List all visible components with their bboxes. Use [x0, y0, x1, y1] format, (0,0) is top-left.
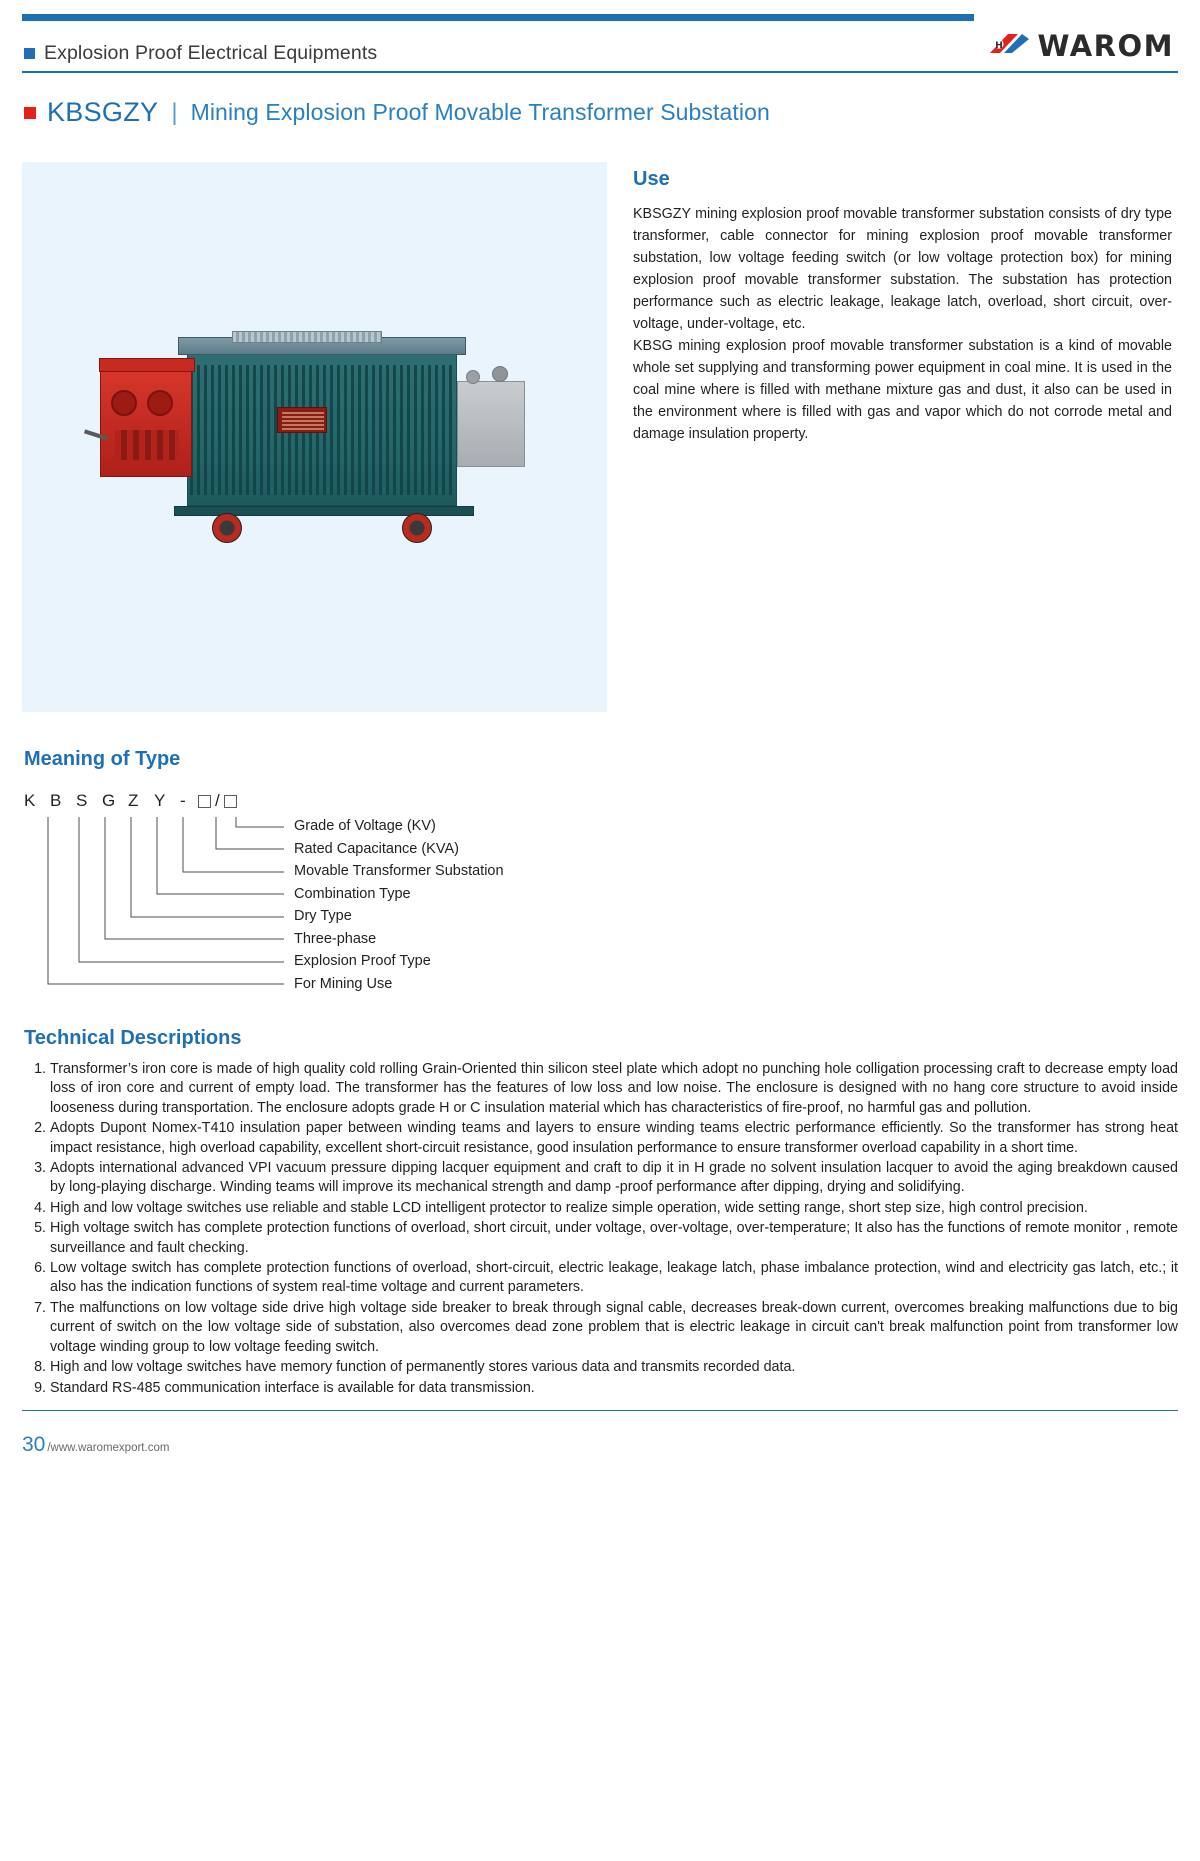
type-letter: Y: [154, 791, 166, 810]
tank-ribbed-cap: [232, 331, 382, 343]
wheel: [212, 513, 242, 543]
meaning-of-type-heading: Meaning of Type: [24, 748, 181, 770]
red-square-bullet-icon: [24, 107, 36, 119]
use-paragraph: KBSG mining explosion proof movable transformer substation is a kind of movable whole set supplying and transforming power equipment in coal mine. It is used in the coal mine where is filled with methane mixture gas and dust, it also can be used in the environment where is filled with gas and vapor which do not corrode metal and damage insulation property.: [633, 338, 1172, 442]
footer-website: /www.waromexport.com: [47, 1441, 170, 1454]
use-paragraph: KBSGZY mining explosion proof movable transformer substation consists of dry type transformer, cable connector for mining explosion proof movable transformer substation, low voltage feeding switch (or low voltage protection box) for mining explosion proof movable transformer substation. The substation has protection performance such as electric leakage, leakage latch, overload, short circuit, over-voltage, under-voltage, etc.: [633, 206, 1172, 332]
meaning-of-type-diagram: [22, 789, 1178, 1017]
product-name: Mining Explosion Proof Movable Transformer Substation: [190, 99, 770, 125]
page-footer: [22, 1429, 1178, 1457]
header-category: [22, 42, 377, 65]
voltage-placeholder-box: [224, 795, 237, 808]
header-divider: [22, 71, 1178, 73]
wheel: [402, 513, 432, 543]
capacitance-placeholder-box: [198, 795, 211, 808]
list-item: Adopts international advanced VPI vacuum pressure dipping lacquer equipment and craft to dip it in H grade no solvent insulation lacquer to avoid the aging breakdown caused by long-playing discharge. Winding teams will improve its mechanical strength and damp -proof performance after dipping, drying and solidifying.: [50, 1160, 1178, 1196]
product-title: [22, 97, 1178, 128]
square-bullet-icon: [24, 48, 35, 59]
list-item: Standard RS-485 communication interface is available for data transmission.: [50, 1379, 535, 1396]
technical-descriptions-heading: Technical Descriptions: [24, 1027, 242, 1049]
type-letter: K: [24, 791, 36, 810]
title-separator: |: [171, 98, 178, 126]
header-top-bar: [22, 14, 974, 21]
product-photo: [22, 162, 607, 712]
use-heading: Use: [633, 168, 670, 190]
type-code: [24, 789, 1178, 813]
page-header: [22, 21, 1178, 71]
type-label: Movable Transformer Substation: [294, 863, 504, 879]
brand-logo: [988, 29, 1178, 65]
type-slash: /: [215, 791, 220, 810]
type-label: Explosion Proof Type: [294, 953, 431, 969]
footer-divider: [22, 1410, 1178, 1411]
transformer-illustration: [82, 337, 552, 537]
type-label: For Mining Use: [294, 975, 393, 992]
type-label: Grade of Voltage (KV): [294, 818, 436, 834]
type-letter: G: [102, 791, 116, 810]
header-category-label: Explosion Proof Electrical Equipments: [44, 42, 378, 64]
catalog-page: [0, 14, 1200, 1861]
product-nameplate: [277, 407, 327, 433]
use-section: [633, 162, 1178, 712]
product-code: KBSGZY: [47, 97, 159, 127]
list-item: Transformer’s iron core is made of high quality cold rolling Grain-Oriented thin silicon steel plate which adopt no punching hole colligation processing craft to decrease empty load loss of iron core and current of empty load. The transformer has the features of low loss and low noise. The enclosure is designed with no hang core structure to avoid inside looseness during transportation. The enclosure adopts grade H or C insulation material which has characteristics of fire-proof, no harmful gas and pollution.: [50, 1061, 1178, 1116]
technical-descriptions-list: [22, 1060, 1178, 1398]
meaning-of-type-labels: [294, 815, 504, 995]
type-letter: S: [76, 791, 88, 810]
list-item: Adopts Dupont Nomex-T410 insulation paper between winding teams and layers to ensure winding teams electric performance efficiently. So the transformer has strong heat impact resistance, high overload capability, excellent short-circuit resistance, good insulation performance to ensure transformer overload capability in a short time.: [50, 1120, 1178, 1156]
type-letter: B: [50, 791, 62, 810]
list-item: The malfunctions on low voltage side drive high voltage side breaker to break through signal cable, decreases break-down current, overcomes breaking malfunctions due to big current of switch on the low voltage side of substation, also overcomes dead zone problem that is electric leakage in circuit can't break malfunction point from transformer low voltage winding group to low voltage feeding switch.: [50, 1299, 1178, 1355]
list-item: High voltage switch has complete protection functions of overload, short circuit, under voltage, over-voltage, over-temperature; It also has the functions of remote monitor , remote surveillance and fault checking.: [50, 1220, 1178, 1256]
list-item: High and low voltage switches have memory function of permanently stores various data and transmits recorded data.: [50, 1359, 796, 1376]
page-number: 30: [22, 1432, 46, 1456]
product-overview: [22, 162, 1178, 712]
list-item: Low voltage switch has complete protection functions of overload, short-circuit, electric leakage, leakage latch, phase imbalance protection, wind and electricity gas latch, etc.; it also has the indication functions of system real-time voltage and current parameters.: [50, 1260, 1178, 1296]
warom-emblem-icon: [988, 31, 1030, 61]
type-label: Rated Capacitance (KVA): [294, 840, 459, 857]
type-dash: -: [180, 791, 186, 810]
type-label: Dry Type: [294, 908, 352, 924]
brand-name: WAROM: [1037, 29, 1174, 63]
type-label: Combination Type: [294, 885, 411, 902]
low-voltage-feeding-switch: [457, 381, 525, 467]
list-item: High and low voltage switches use reliable and stable LCD intelligent protector to realize simple operation, wide setting range, short step size, high control precision.: [50, 1199, 1088, 1216]
high-voltage-switch-unit: [100, 367, 192, 477]
type-letter: Z: [128, 791, 139, 810]
type-label: Three-phase: [294, 930, 377, 947]
svg-text:H: H: [994, 41, 1003, 51]
